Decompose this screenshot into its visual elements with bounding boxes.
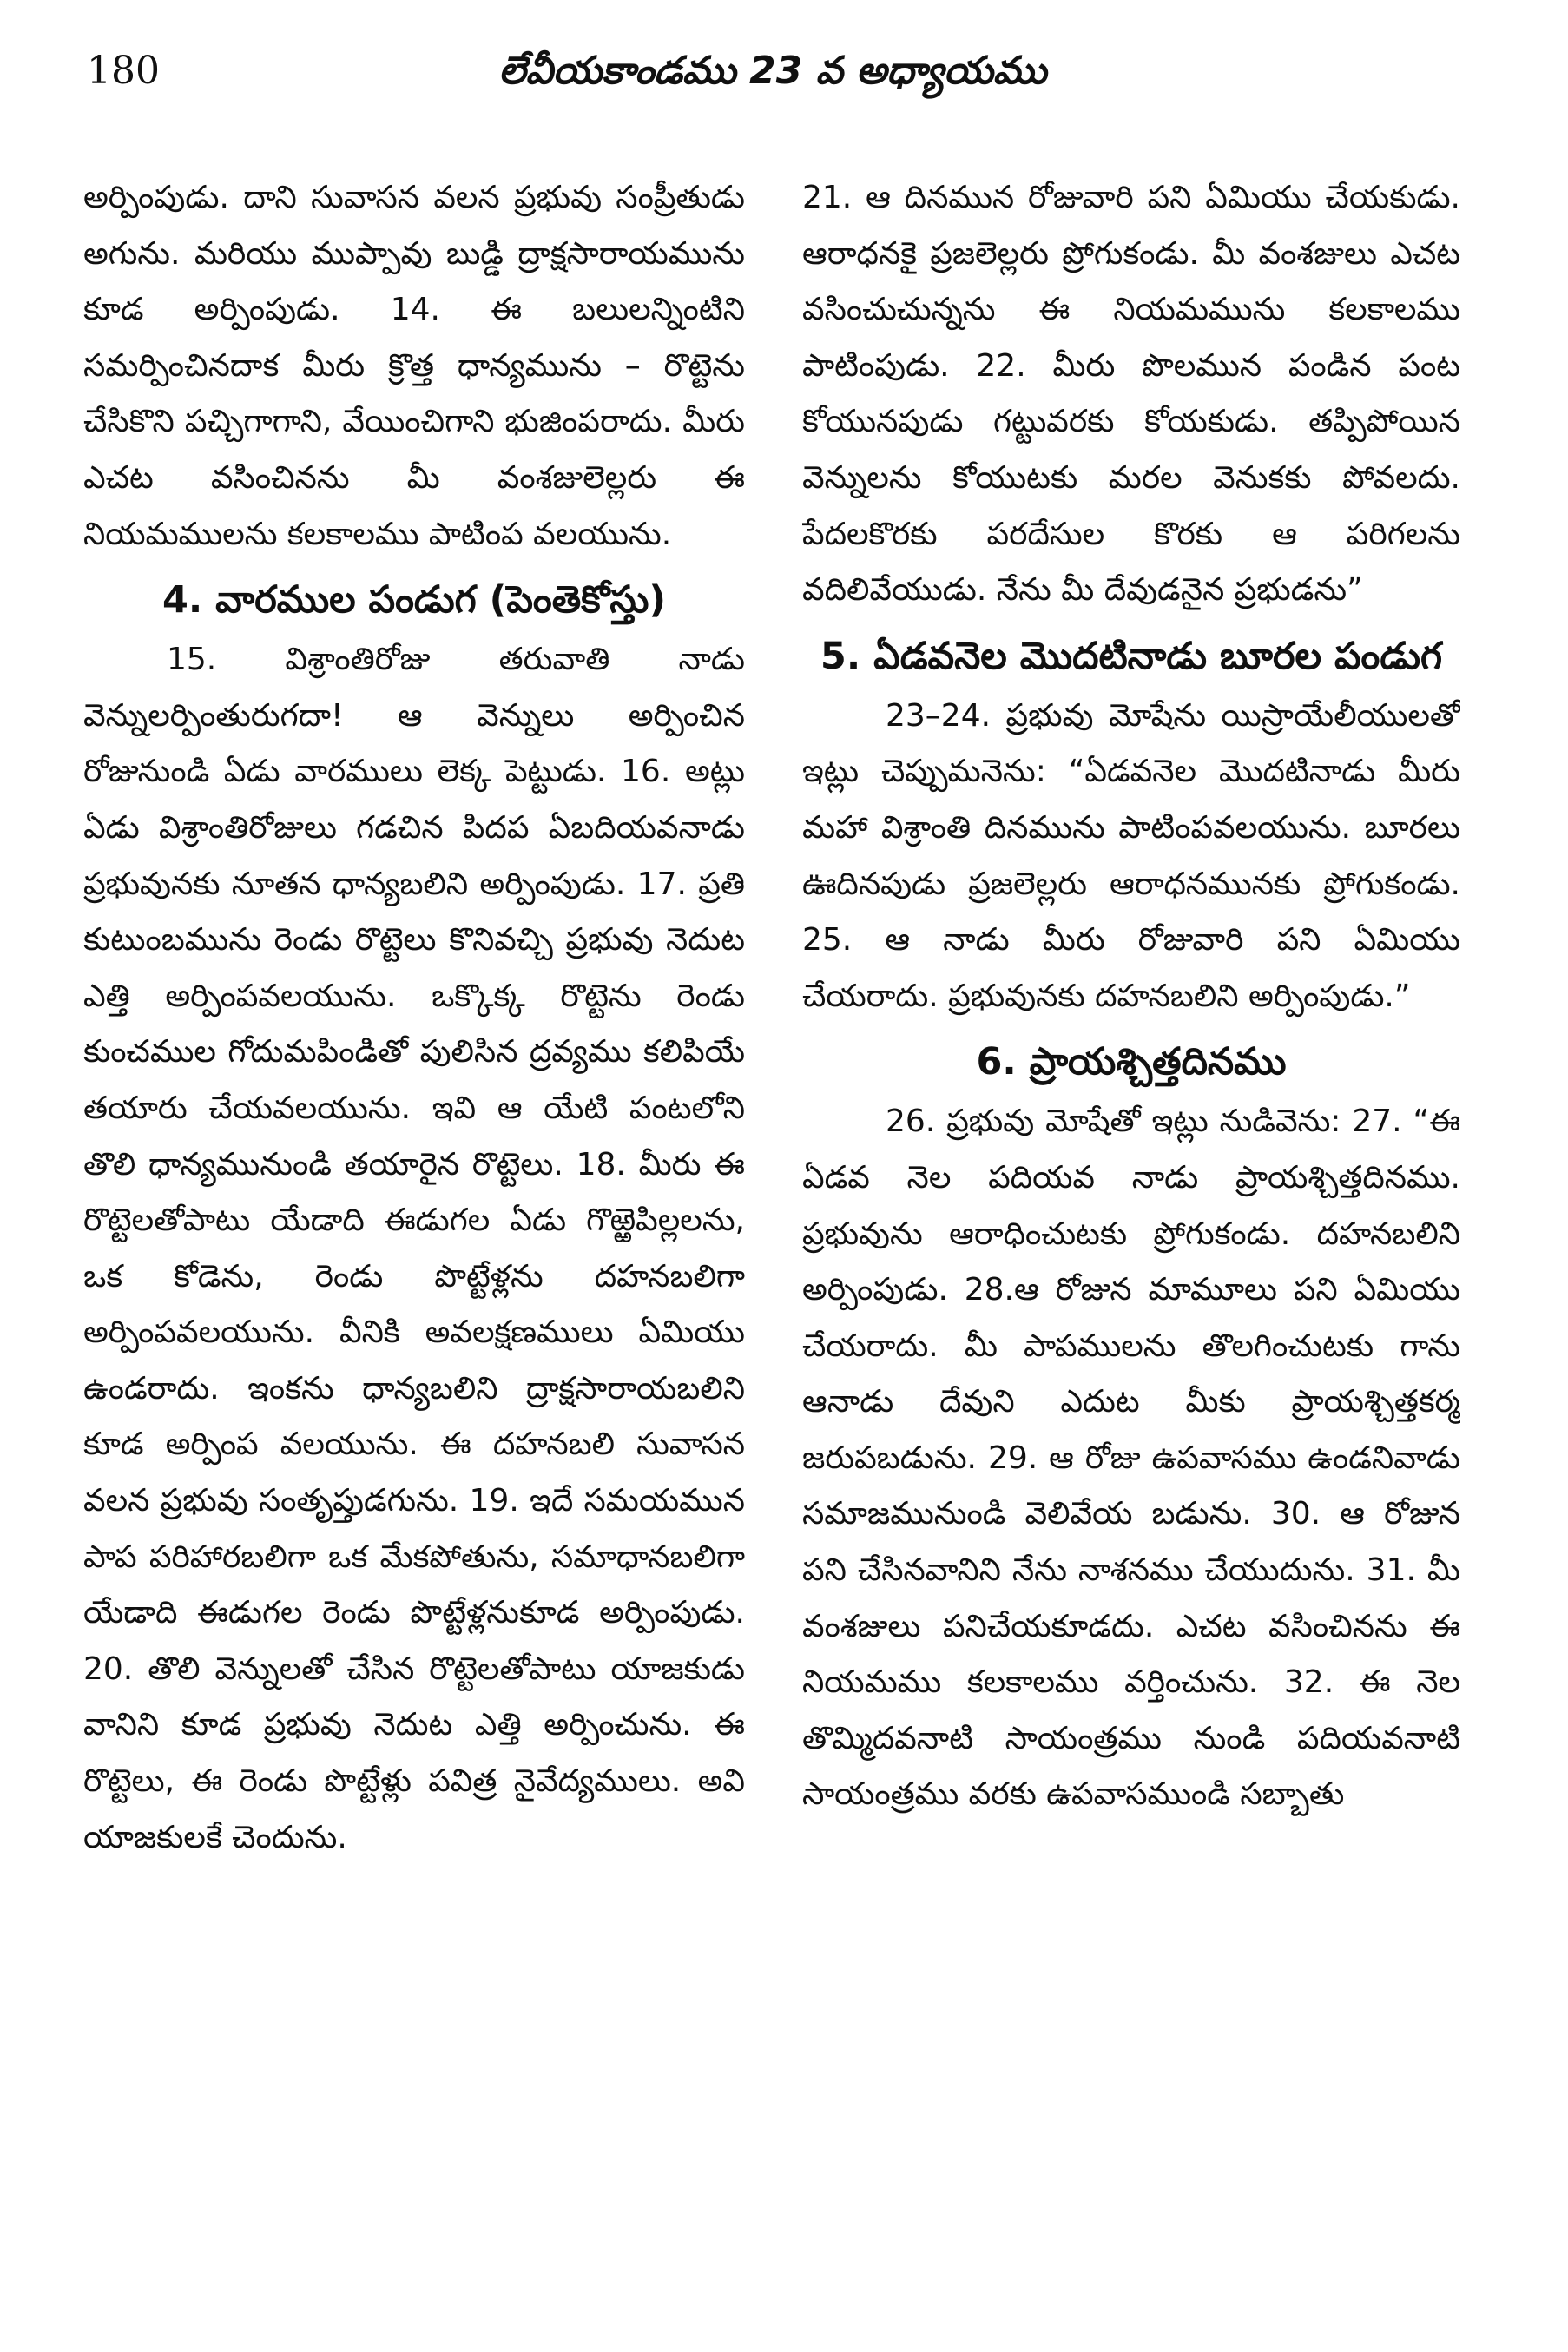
paragraph: 21. ఆ దినమున రోజువారి పని ఏమియు చేయకుడు. ఆరాధనకై ప్రజలెల్లరు ప్రోగుకండు. మీ వంశజులు ఎచట వసించుచున్నను ఈ నియమమును కలకాలము పాటింపుడు. 22. మీరు పొలమున పండిన పంట కోయునపుడు గట్టువరకు కోయకుడు. తప్పిపోయిన వెన్నులను కోయుటకు మరల వెనుకకు పోవలదు. పేదలకొరకు పరదేసుల కొరకు ఆ పరిగలను వదిలివేయుడు. నేను మీ దేవుడనైన ప్రభుడను” xyxy=(802,180,1460,609)
paragraph: 26. ప్రభువు మోషేతో ఇట్లు నుడివెను: 27. “ఈ ఏడవ నెల పదియవ నాడు ప్రాయశ్చిత్తదినము. ప్రభువును ఆరాధించుటకు ప్రోగుకండు. దహనబలిని అర్పింపుడు. 28.ఆ రోజున మామూలు పని ఏమియు చేయరాదు. మీ పాపములను తొలగించుటకు గాను ఆనాడు దేవుని ఎదుట మీకు ప్రాయశ్చిత్తకర్మ జరుపబడును. 29. ఆ రోజు ఉపవాసము ఉండనివాడు సమాజమునుండి వెలివేయ బడును. 30. ఆ రోజున పని చేసినవానిని నేను నాశనము చేయుదును. 31. మీ వంశజులు పనిచేయకూడదు. ఎచట వసించినను ఈ నియమము కలకాలము వర్తించును. 32. ఈ నెల తొమ్మిదవనాటి సాయంత్రము నుండి పదియవనాటి సాయంత్రము వరకు ఉపవాసముండి సబ్బాతు xyxy=(802,1104,1460,1813)
right-column xyxy=(802,170,1460,2289)
running-title: లేవీయకాండము 23 వ అధ్యాయము xyxy=(498,49,1047,93)
section-heading-4: 4. వారముల పండుగ (పెంతెకోస్తు) xyxy=(161,578,667,623)
paragraph: అర్పింపుడు. దాని సువాసన వలన ప్రభువు సంప్రీతుడు అగును. మరియు ముప్పావు బుడ్డి ద్రాక్షసారాయమును కూడ అర్పింపుడు. 14. ఈ బలులన్నింటిని సమర్పించినదాక మీరు క్రొత్త ధాన్యమును – రొట్టెను చేసికొని పచ్చిగాగాని, వేయించిగాని భుజింపరాదు. మీరు ఎచట వసించినను మీ వంశజులెల్లరు ఈ నియమములను కలకాలము పాటింప వలయును. xyxy=(83,180,745,552)
left-column xyxy=(83,170,745,2289)
section-heading-6: 6. ప్రాయశ్చిత్తదినము xyxy=(976,1040,1287,1084)
section-heading-5: 5. ఏడవనెల మొదటినాడు బూరల పండుగ xyxy=(820,634,1443,678)
paragraph: 15. విశ్రాంతిరోజు తరువాతి నాడు వెన్నులర్పింతురుగదా! ఆ వెన్నులు అర్పించిన రోజునుండి ఏడు వారములు లెక్క పెట్టుడు. 16. అట్లు ఏడు విశ్రాంతిరోజులు గడచిన పిదప ఏబదియవనాడు ప్రభువునకు నూతన ధాన్యబలిని అర్పింపుడు. 17. ప్రతి కుటుంబమును రెండు రొట్టెలు కొనివచ్చి ప్రభువు నెదుట ఎత్తి అర్పింపవలయును. ఒక్కొక్క రొట్టెను రెండు కుంచముల గోదుమపిండితో పులిసిన ద్రవ్యము కలిపియే తయారు చేయవలయును. ఇవి ఆ యేటి పంటలోని తొలి ధాన్యమునుండి తయారైన రొట్టెలు. 18. మీరు ఈ రొట్టెలతోపాటు యేడాది ఈడుగల ఏడు గొఱ్ఱెపిల్లలను, ఒక కోడెను, రెండు పొట్టేళ్లను దహనబలిగా అర్పింపవలయును. వీనికి అవలక్షణములు ఏమియు ఉండరాదు. ఇంకను ధాన్యబలిని ద్రాక్షసారాయబలిని కూడ అర్పింప వలయును. ఈ దహనబలి సువాసన వలన ప్రభువు సంతృప్తుడగును. 19. ఇదే సమయమున పాప పరిహారబలిగా ఒక మేకపోతును, సమాధానబలిగా యేడాది ఈడుగల రెండు పొట్టేళ్లనుకూడ అర్పింపుడు. 20. తొలి వెన్నులతో చేసిన రొట్టెలతోపాటు యాజకుడు వానిని కూడ ప్రభువు నెదుట ఎత్తి అర్పించును. ఈ రొట్టెలు, ఈ రెండు పొట్టేళ్లు పవిత్ర నైవేద్యములు. అవి యాజకులకే చెందును. xyxy=(83,642,745,1855)
paragraph: 23–24. ప్రభువు మోషేను యిస్రాయేలీయులతో ఇట్లు చెప్పుమనెను: “ఏడవనెల మొదటినాడు మీరు మహా విశ్రాంతి దినమును పాటింపవలయును. బూరలు ఊదినపుడు ప్రజలెల్లరు ఆరాధనమునకు ప్రోగుకండు. 25. ఆ నాడు మీరు రోజువారి పని ఏమియు చేయరాదు. ప్రభువునకు దహనబలిని అర్పింపుడు.” xyxy=(802,697,1460,1014)
page-number: 180 xyxy=(87,49,160,93)
